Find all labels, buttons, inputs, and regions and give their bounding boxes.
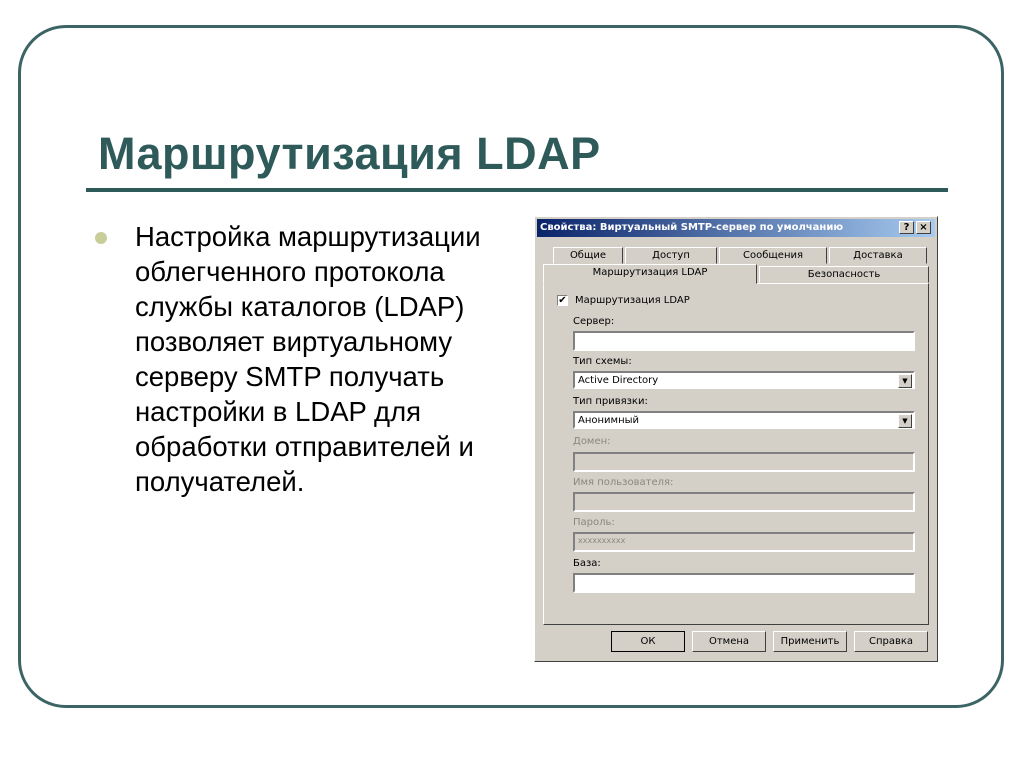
chevron-down-icon[interactable]: ▼ xyxy=(898,414,912,428)
help-button[interactable]: ? xyxy=(899,221,914,234)
ok-button[interactable]: ОК xyxy=(611,631,685,652)
tab-security[interactable]: Безопасность xyxy=(759,266,929,283)
tab-messages[interactable]: Сообщения xyxy=(719,247,827,264)
slide-bullet-text: Настройка маршрутизации облегченного протокола службы каталогов (LDAP) позволяет виртуальному серверу SMTP получать настройки в LDAP для обработки отправителей и получателей. xyxy=(135,221,481,497)
bullet-dot-icon xyxy=(95,232,107,244)
ldap-routing-checkbox[interactable]: ✔ xyxy=(558,295,567,306)
ldap-routing-label: Маршрутизация LDAP xyxy=(575,295,690,306)
help-dialog-button[interactable]: Справка xyxy=(854,631,928,652)
bind-type-select[interactable] xyxy=(573,411,915,429)
password-label: Пароль: xyxy=(573,517,615,528)
schema-label: Тип схемы: xyxy=(573,356,632,367)
domain-label: Домен: xyxy=(573,436,611,447)
server-input[interactable] xyxy=(573,331,915,351)
password-input[interactable] xyxy=(573,532,915,552)
base-label: База: xyxy=(573,558,601,569)
password-input-value: xxxxxxxxxx xyxy=(578,536,626,545)
tab-general[interactable]: Общие xyxy=(553,247,623,264)
bind-type-label: Тип привязки: xyxy=(573,396,648,407)
tab-access[interactable]: Доступ xyxy=(625,247,717,264)
apply-button[interactable]: Применить xyxy=(773,631,847,652)
tab-ldap-routing[interactable]: Маршрутизация LDAP xyxy=(543,264,757,284)
server-label: Сервер: xyxy=(573,316,615,327)
domain-input[interactable] xyxy=(573,452,915,472)
close-button[interactable]: × xyxy=(916,221,931,234)
dialog-titlebar[interactable] xyxy=(537,219,935,237)
properties-dialog xyxy=(534,216,938,662)
cancel-button[interactable]: Отмена xyxy=(692,631,766,652)
title-underline xyxy=(86,188,948,192)
username-label: Имя пользователя: xyxy=(573,477,674,488)
tab-delivery[interactable]: Доставка xyxy=(829,247,927,264)
dialog-title: Свойства: Виртуальный SMTP-сервер по умолчанию xyxy=(540,222,844,233)
slide-title: Маршрутизация LDAP xyxy=(98,128,601,179)
schema-select[interactable] xyxy=(573,371,915,389)
chevron-down-icon[interactable]: ▼ xyxy=(898,374,912,388)
username-input[interactable] xyxy=(573,492,915,512)
schema-select-value: Active Directory xyxy=(578,375,659,386)
bind-type-select-value: Анонимный xyxy=(578,415,640,426)
base-input[interactable] xyxy=(573,573,915,593)
